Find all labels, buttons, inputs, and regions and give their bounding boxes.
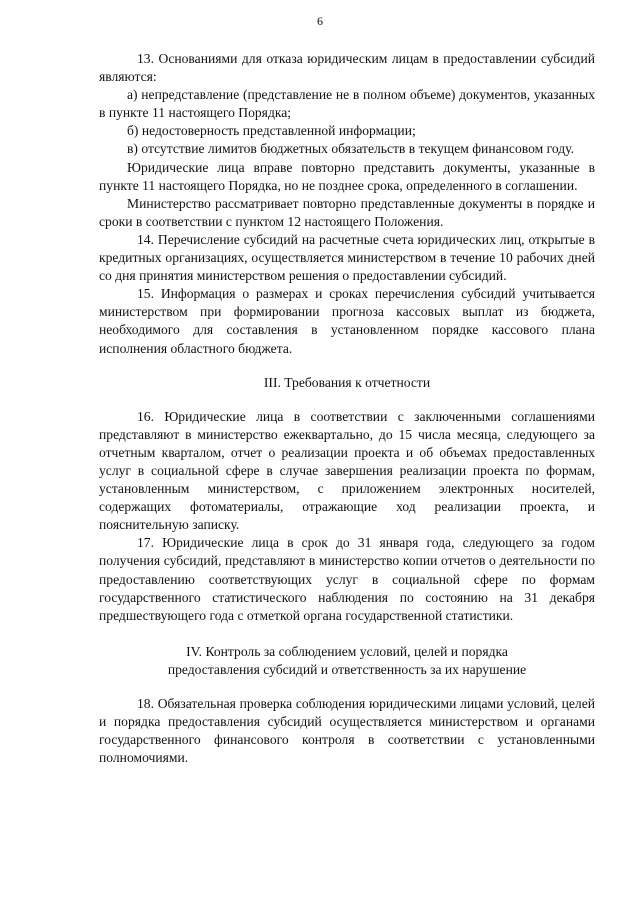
paragraph-13-v: в) отсутствие лимитов бюджетных обязательств в текущем финансовом году. <box>127 141 575 157</box>
paragraph-13-a: а) непредставление (представление не в полном объеме) документов, указанных в пункте 11 настоящего Порядка; <box>99 87 595 121</box>
section-3-heading: III. Требования к отчетности <box>263 374 431 390</box>
paragraph-13-b: б) недостоверность представленной информации; <box>127 123 416 139</box>
paragraph-ministry-review: Министерство рассматривает повторно представленные документы в порядке и сроки в соответствии с пунктом 12 настоящего Положения. <box>99 195 595 229</box>
paragraph-16: 16. Юридические лица в соответствии с заключенными соглашениями представляют в министерство ежеквартально, до 15 числа месяца, следующего за отчетным кварталом, отчет о реализации проекта и об объемах предоставленных услуг в социальной сфере в случае завершения реализации проекта по формам, установленным министерством, с приложением электронных носителей, содержащих фотоматериалы, отражающие ход реализации проекта, и пояснительную записку. <box>99 408 595 533</box>
section-4-heading <box>99 643 595 679</box>
paragraph-17: 17. Юридические лица в срок до 31 января года, следующего за годом получения субсидий, представляют в министерство копии отчетов о деятельности по предоставлению соответствующих услуг в социальной сфере по формам государственного статистического наблюдения по состоянию на 31 декабря предшествующего года с отметкой органа государственной статистики. <box>99 535 595 623</box>
page-number: 6 <box>317 14 323 28</box>
paragraph-18: 18. Обязательная проверка соблюдения юридическими лицами условий, целей и порядка предоставления субсидий осуществляется министерством и органами государственного финансового контроля в соответствии с установленными полномочиями. <box>99 696 595 766</box>
document-body <box>99 50 595 767</box>
paragraph-14: 14. Перечисление субсидий на расчетные счета юридических лиц, открытые в кредитных организациях, осуществляется министерством в течение 10 рабочих дней со дня принятия министерством решения о предоставлении субсидий. <box>99 231 595 284</box>
section-4-heading-line-1: IV. Контроль за соблюдением условий, целей и порядка <box>186 643 508 659</box>
paragraph-resubmit: Юридические лица вправе повторно представить документы, указанные в пункте 11 настоящего Порядка, но не позднее срока, определенного в соглашении. <box>99 159 595 193</box>
section-4-heading-line-2: предоставления субсидий и ответственность за их нарушение <box>167 661 527 677</box>
paragraph-13: 13. Основаниями для отказа юридическим лицам в предоставлении субсидий являются: <box>99 51 595 85</box>
paragraph-15: 15. Информация о размерах и сроках перечисления субсидий учитывается министерством при формировании прогноза кассовых выплат из бюджета, необходимого для составления в установленном порядке кассового плана исполнения областного бюджета. <box>99 286 595 356</box>
